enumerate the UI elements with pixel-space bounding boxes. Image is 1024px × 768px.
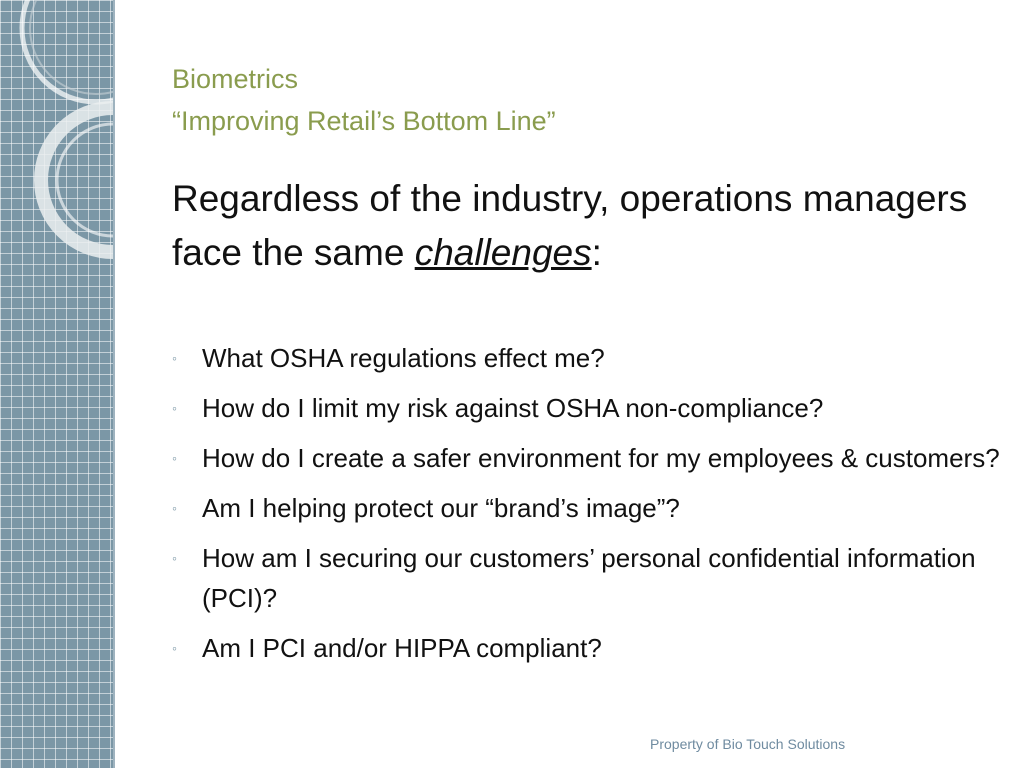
ring-bullet-icon: ◦ bbox=[172, 640, 177, 656]
list-item bbox=[172, 628, 1012, 668]
footer-text: Property of Bio Touch Solutions bbox=[650, 736, 846, 752]
sidebar-divider bbox=[113, 0, 115, 768]
intro-emphasis: challenges bbox=[414, 232, 592, 273]
bullet-text: What OSHA regulations effect me? bbox=[202, 343, 605, 373]
title-line-1: Biometrics bbox=[172, 64, 299, 94]
bullet-text: How do I create a safer environment for my employees & customers? bbox=[202, 443, 1000, 473]
ring-bullet-icon: ◦ bbox=[172, 400, 177, 416]
list-item bbox=[172, 538, 1012, 618]
bullet-text: Am I helping protect our “brand’s image”? bbox=[202, 493, 680, 523]
ring-bullet-icon: ◦ bbox=[172, 550, 177, 566]
list-item bbox=[172, 338, 1012, 378]
slide-title bbox=[172, 58, 992, 142]
bullet-text: Am I PCI and/or HIPPA compliant? bbox=[202, 633, 602, 663]
list-item bbox=[172, 388, 1012, 428]
intro-paragraph bbox=[172, 172, 1002, 280]
bullet-list bbox=[172, 338, 1012, 678]
title-line-2: “Improving Retail’s Bottom Line” bbox=[172, 106, 556, 136]
bullet-text: How do I limit my risk against OSHA non-compliance? bbox=[202, 393, 824, 423]
ring-bullet-icon: ◦ bbox=[172, 450, 177, 466]
list-item bbox=[172, 438, 1012, 478]
decorative-sidebar bbox=[0, 0, 113, 768]
decorative-circles bbox=[0, 0, 113, 768]
bullet-text: How am I securing our customers’ personal confidential information (PCI)? bbox=[202, 543, 976, 613]
ring-bullet-icon: ◦ bbox=[172, 500, 177, 516]
intro-colon: : bbox=[591, 232, 602, 273]
ring-bullet-icon: ◦ bbox=[172, 350, 177, 366]
list-item bbox=[172, 488, 1012, 528]
intro-text: Regardless of the industry, operations managers face the same bbox=[172, 178, 968, 273]
